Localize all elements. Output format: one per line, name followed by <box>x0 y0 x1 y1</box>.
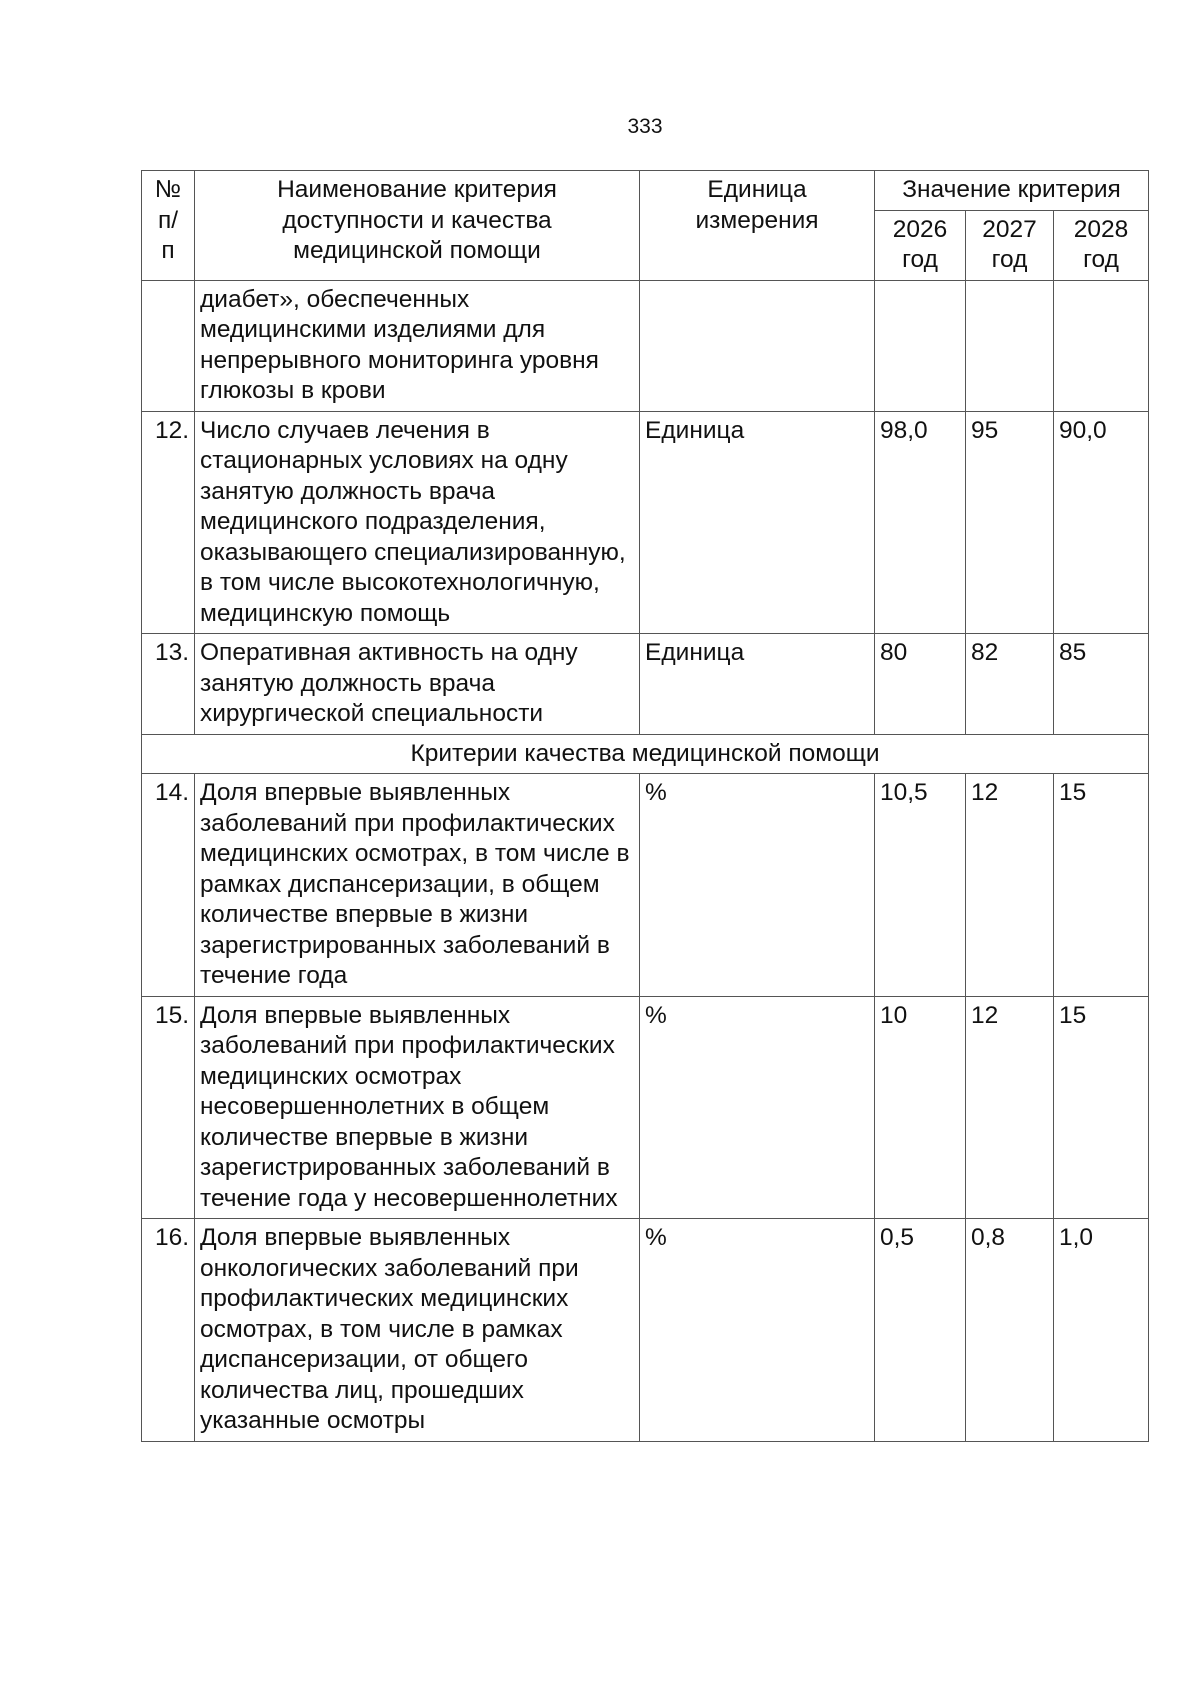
criterion-name: Оперативная активность на одну занятую должность врача хирургической специальности <box>195 634 640 735</box>
header-year-2027 <box>966 210 1054 280</box>
value-2028: 15 <box>1054 996 1149 1219</box>
header-row <box>142 171 1149 211</box>
criterion-unit: % <box>640 1219 875 1442</box>
value-2028: 85 <box>1054 634 1149 735</box>
value-2028: 15 <box>1054 774 1149 997</box>
year-suffix: год <box>991 246 1028 273</box>
year-label: 2027 <box>982 215 1037 243</box>
criterion-unit: Единица <box>640 411 875 634</box>
criterion-name: Доля впервые выявленных заболеваний при профилактических медицинских осмотрах, в том числе в рамках диспансеризации, в общем количестве впервые в жизни зарегистрированных заболеваний в течение года <box>195 774 640 997</box>
value-2028: 90,0 <box>1054 411 1149 634</box>
page-number: 333 <box>627 115 663 138</box>
criterion-unit <box>640 280 875 411</box>
criterion-name: Доля впервые выявленных онкологических заболеваний при профилактических медицинских осмотрах, в том числе в рамках диспансеризации, от общего количества лиц, прошедших указанные осмотры <box>195 1219 640 1442</box>
header-name: Наименование критерия доступности и качества медицинской помощи <box>195 171 640 281</box>
value-2027: 95 <box>966 411 1054 634</box>
header-unit: Единица измерения <box>640 171 875 281</box>
year-label: 2028 <box>1073 215 1129 243</box>
table-row <box>142 1219 1149 1442</box>
table-row <box>142 411 1149 634</box>
row-number: 14. <box>142 774 195 997</box>
value-2027: 12 <box>966 996 1054 1219</box>
table-row <box>142 634 1149 735</box>
value-2027: 0,8 <box>966 1219 1054 1442</box>
header-value: Значение критерия <box>875 171 1149 211</box>
value-2026: 98,0 <box>875 411 966 634</box>
criterion-name: Доля впервые выявленных заболеваний при профилактических медицинских осмотрах несовершеннолетних в общем количестве впервые в жизни зарегистрированных заболеваний в течение года у несовершеннолетних <box>195 996 640 1219</box>
criterion-name: диабет», обеспеченных медицинскими изделиями для непрерывного мониторинга уровня глюкозы в крови <box>195 280 640 411</box>
value-2026: 80 <box>875 634 966 735</box>
row-number: 16. <box>142 1219 195 1442</box>
criterion-name: Число случаев лечения в стационарных условиях на одну занятую должность врача медицинского подразделения, оказывающего специализированную, в том числе высокотехнологичную, медицинскую помощь <box>195 411 640 634</box>
value-2026: 0,5 <box>875 1219 966 1442</box>
criterion-unit: % <box>640 774 875 997</box>
header-num: № п/п <box>142 171 195 281</box>
criterion-unit: % <box>640 996 875 1219</box>
value-2028 <box>1054 280 1149 411</box>
section-title: Критерии качества медицинской помощи <box>142 734 1149 774</box>
value-2027 <box>966 280 1054 411</box>
row-number <box>142 280 195 411</box>
row-number: 12. <box>142 411 195 634</box>
table-row <box>142 774 1149 997</box>
row-number: 15. <box>142 996 195 1219</box>
criteria-table <box>141 170 1149 1442</box>
year-suffix: год <box>1083 246 1119 273</box>
table-row <box>142 280 1149 411</box>
header-year-2028 <box>1054 210 1149 280</box>
value-2027: 12 <box>966 774 1054 997</box>
year-label: 2026 <box>892 215 948 243</box>
value-2026: 10 <box>875 996 966 1219</box>
value-2028: 1,0 <box>1054 1219 1149 1442</box>
criterion-unit: Единица <box>640 634 875 735</box>
section-row <box>142 734 1149 774</box>
value-2026: 10,5 <box>875 774 966 997</box>
year-suffix: год <box>902 246 938 273</box>
value-2026 <box>875 280 966 411</box>
row-number: 13. <box>142 634 195 735</box>
table-row <box>142 996 1149 1219</box>
value-2027: 82 <box>966 634 1054 735</box>
header-year-2026 <box>875 210 966 280</box>
